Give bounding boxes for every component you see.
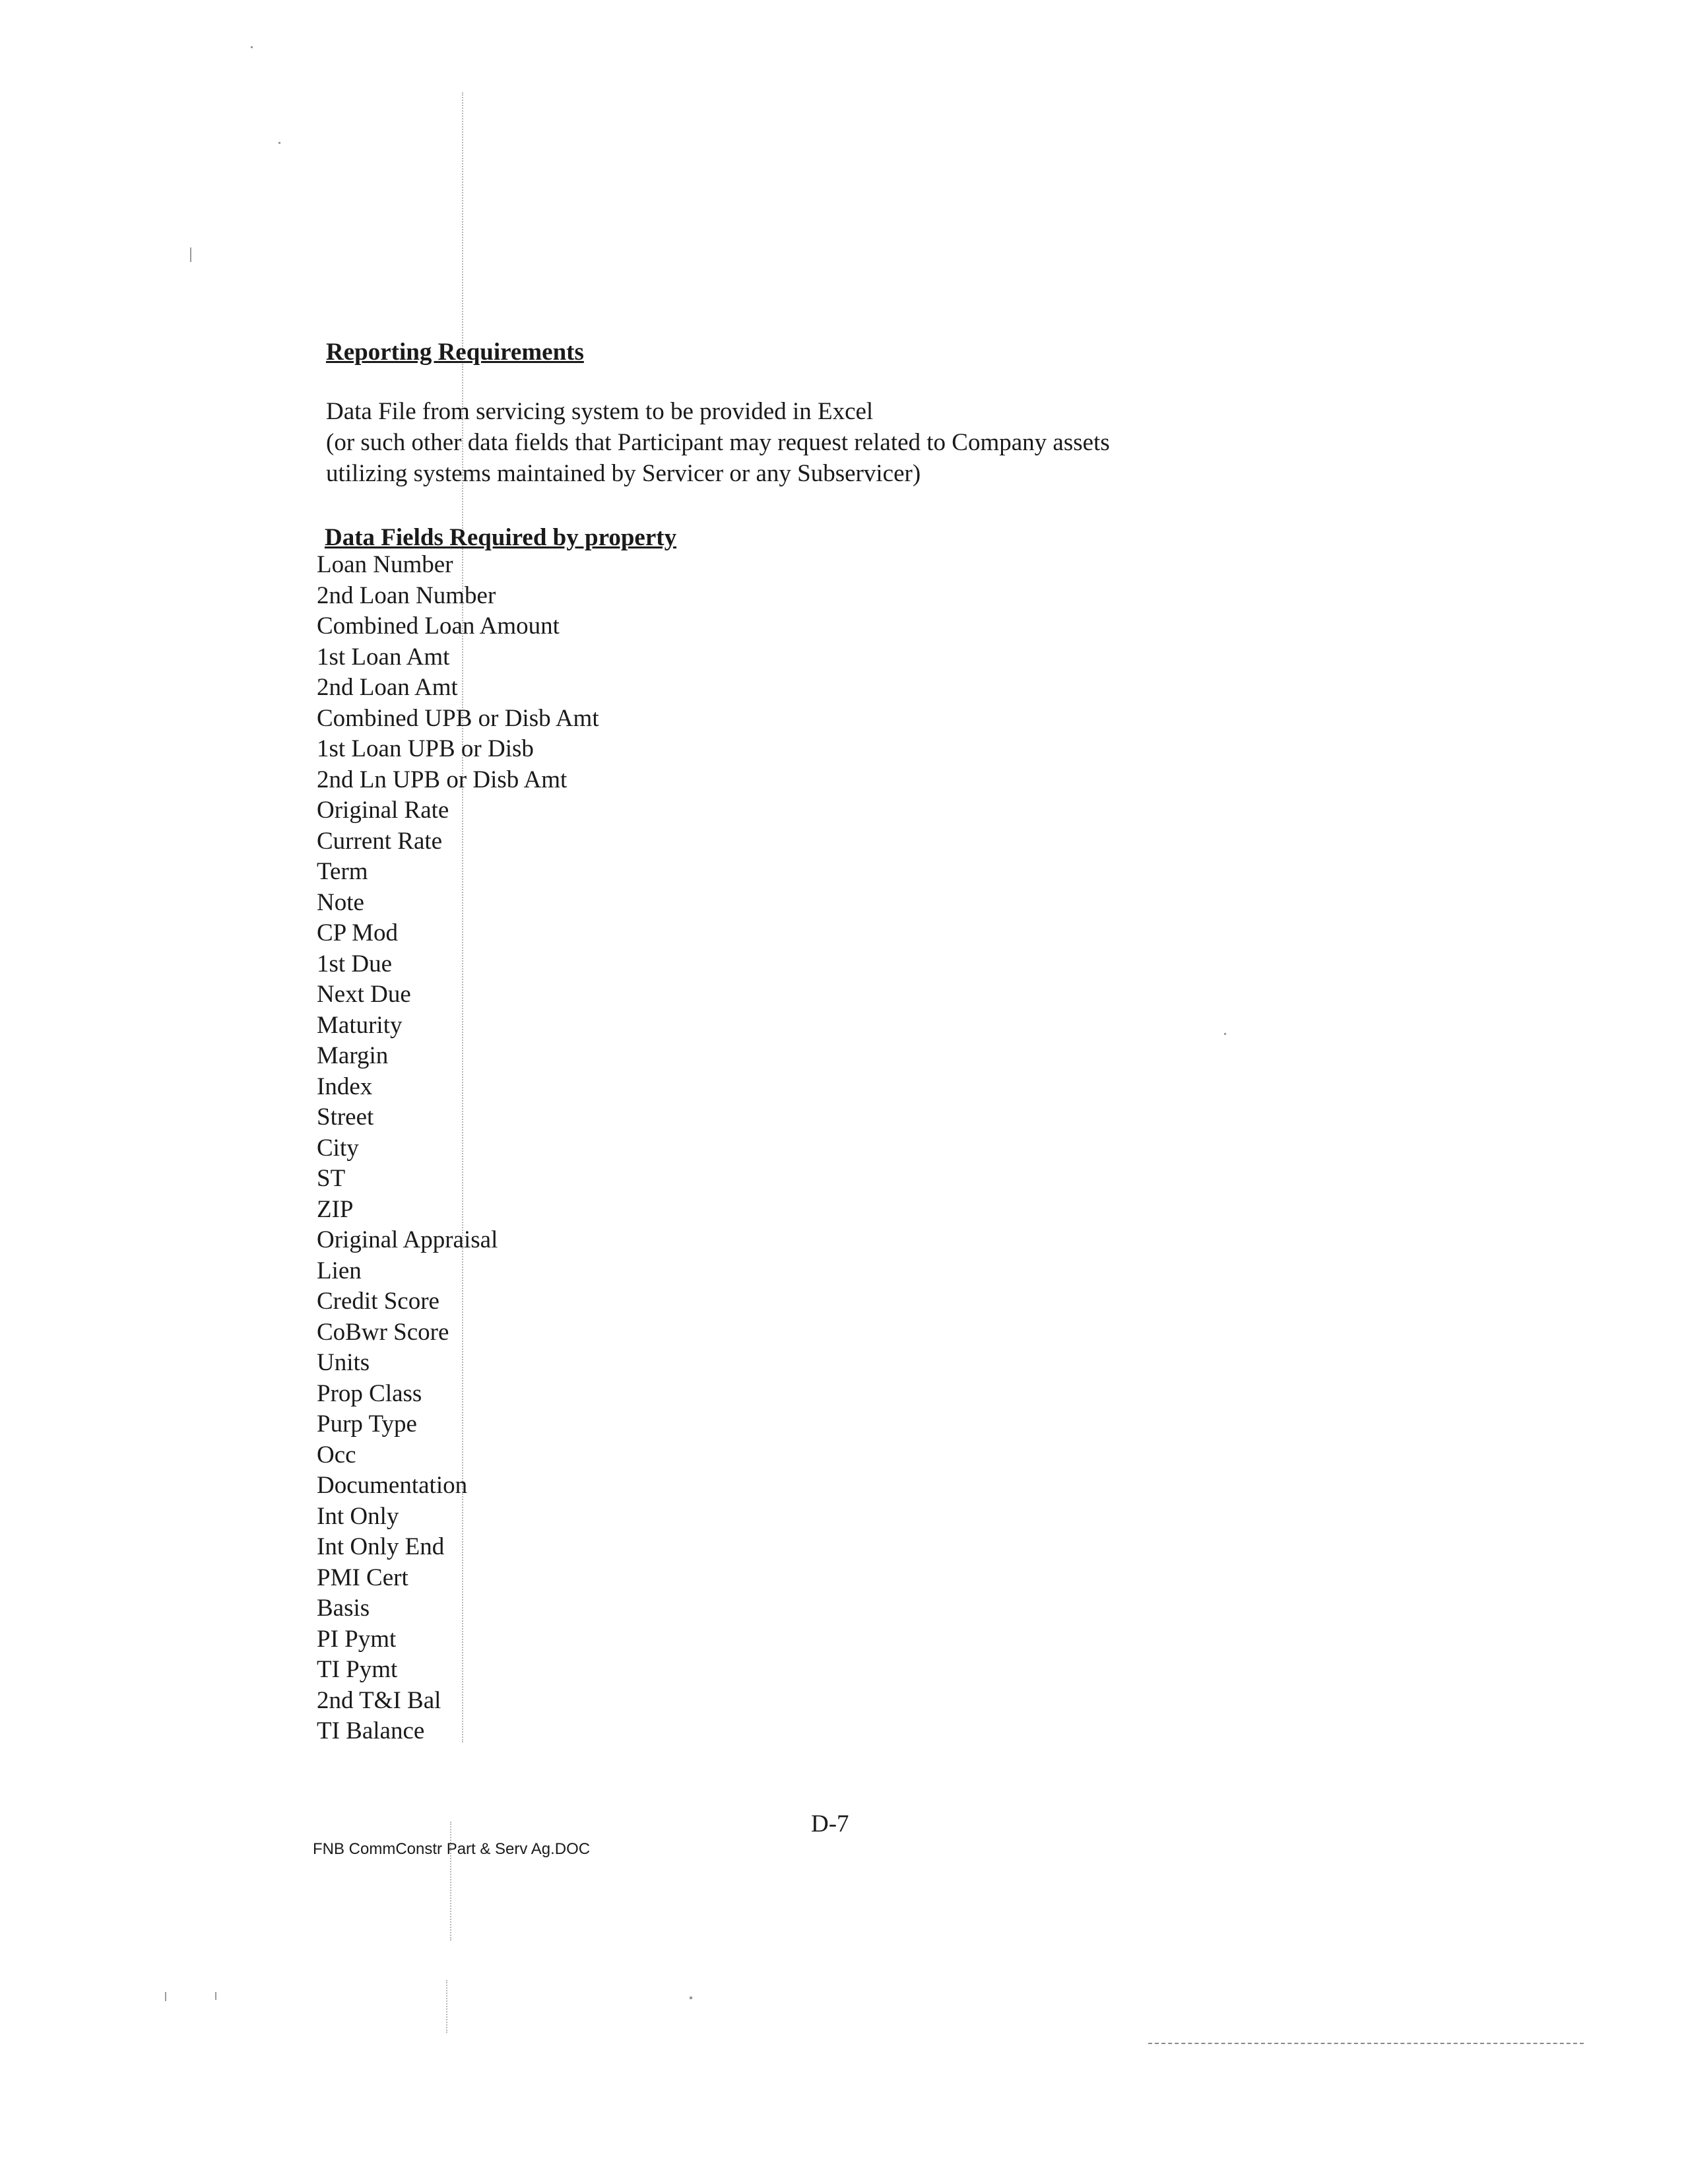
- list-item: PMI Cert: [317, 1564, 408, 1591]
- list-item: Prop Class: [317, 1379, 422, 1407]
- page-number: D-7: [811, 1810, 849, 1837]
- list-item: Original Appraisal: [317, 1226, 498, 1253]
- intro-line: utilizing systems maintained by Servicer or any Subservicer): [326, 460, 921, 487]
- list-item: Term: [317, 858, 368, 885]
- scan-speck: [165, 1992, 166, 2001]
- list-item: TI Balance: [317, 1717, 425, 1744]
- list-item: Street: [317, 1104, 374, 1131]
- footer-filename: FNB CommConstr Part & Serv Ag.DOC: [313, 1840, 591, 1858]
- list-item: Units: [317, 1349, 370, 1376]
- list-item: Next Due: [317, 981, 411, 1008]
- list-item: 1st Loan Amt: [317, 643, 450, 671]
- scan-artifact-line: [446, 1980, 447, 2033]
- list-item: ST: [317, 1165, 346, 1192]
- section-heading: Reporting Requirements: [326, 339, 584, 366]
- fields-heading: Data Fields Required by property: [325, 524, 677, 551]
- intro-line: Data File from servicing system to be provided in Excel: [326, 398, 874, 425]
- list-item: Loan Number: [317, 551, 453, 578]
- list-item: Documentation: [317, 1472, 468, 1499]
- list-item: 1st Loan UPB or Disb: [317, 735, 534, 762]
- list-item: 2nd T&I Bal: [317, 1686, 441, 1714]
- scan-speck: [690, 1997, 692, 1999]
- list-item: Purp Type: [317, 1410, 417, 1438]
- list-item: Int Only: [317, 1502, 399, 1530]
- list-item: TI Pymt: [317, 1656, 398, 1683]
- list-item: CoBwr Score: [317, 1318, 449, 1346]
- list-item: 2nd Loan Amt: [317, 674, 458, 701]
- list-item: Combined Loan Amount: [317, 612, 560, 640]
- scan-speck: [1224, 1033, 1226, 1035]
- list-item: PI Pymt: [317, 1625, 397, 1653]
- list-item: Margin: [317, 1042, 389, 1069]
- list-item: Note: [317, 888, 364, 916]
- scan-speck: [190, 248, 191, 262]
- intro-paragraph: [326, 396, 1110, 489]
- list-item: Credit Score: [317, 1288, 439, 1315]
- intro-line: (or such other data fields that Participant may request related to Company assets: [326, 429, 1110, 456]
- data-field-list: [317, 550, 599, 1747]
- list-item: 1st Due: [317, 950, 393, 977]
- list-item: Index: [317, 1073, 373, 1100]
- list-item: 2nd Ln UPB or Disb Amt: [317, 766, 567, 793]
- list-item: Int Only End: [317, 1533, 445, 1560]
- scan-speck: [278, 142, 280, 144]
- scan-artifact-rule: [1148, 2043, 1584, 2044]
- scan-artifact-line: [450, 1822, 451, 1940]
- list-item: ZIP: [317, 1195, 354, 1223]
- scan-speck: [251, 46, 253, 48]
- list-item: Combined UPB or Disb Amt: [317, 704, 599, 732]
- list-item: Lien: [317, 1257, 362, 1284]
- list-item: City: [317, 1134, 359, 1162]
- list-item: Occ: [317, 1441, 356, 1469]
- list-item: Original Rate: [317, 797, 449, 824]
- list-item: 2nd Loan Number: [317, 581, 496, 609]
- list-item: CP Mod: [317, 919, 399, 946]
- list-item: Basis: [317, 1595, 370, 1622]
- list-item: Maturity: [317, 1011, 403, 1039]
- list-item: Current Rate: [317, 827, 443, 855]
- scan-speck: [215, 1992, 216, 2000]
